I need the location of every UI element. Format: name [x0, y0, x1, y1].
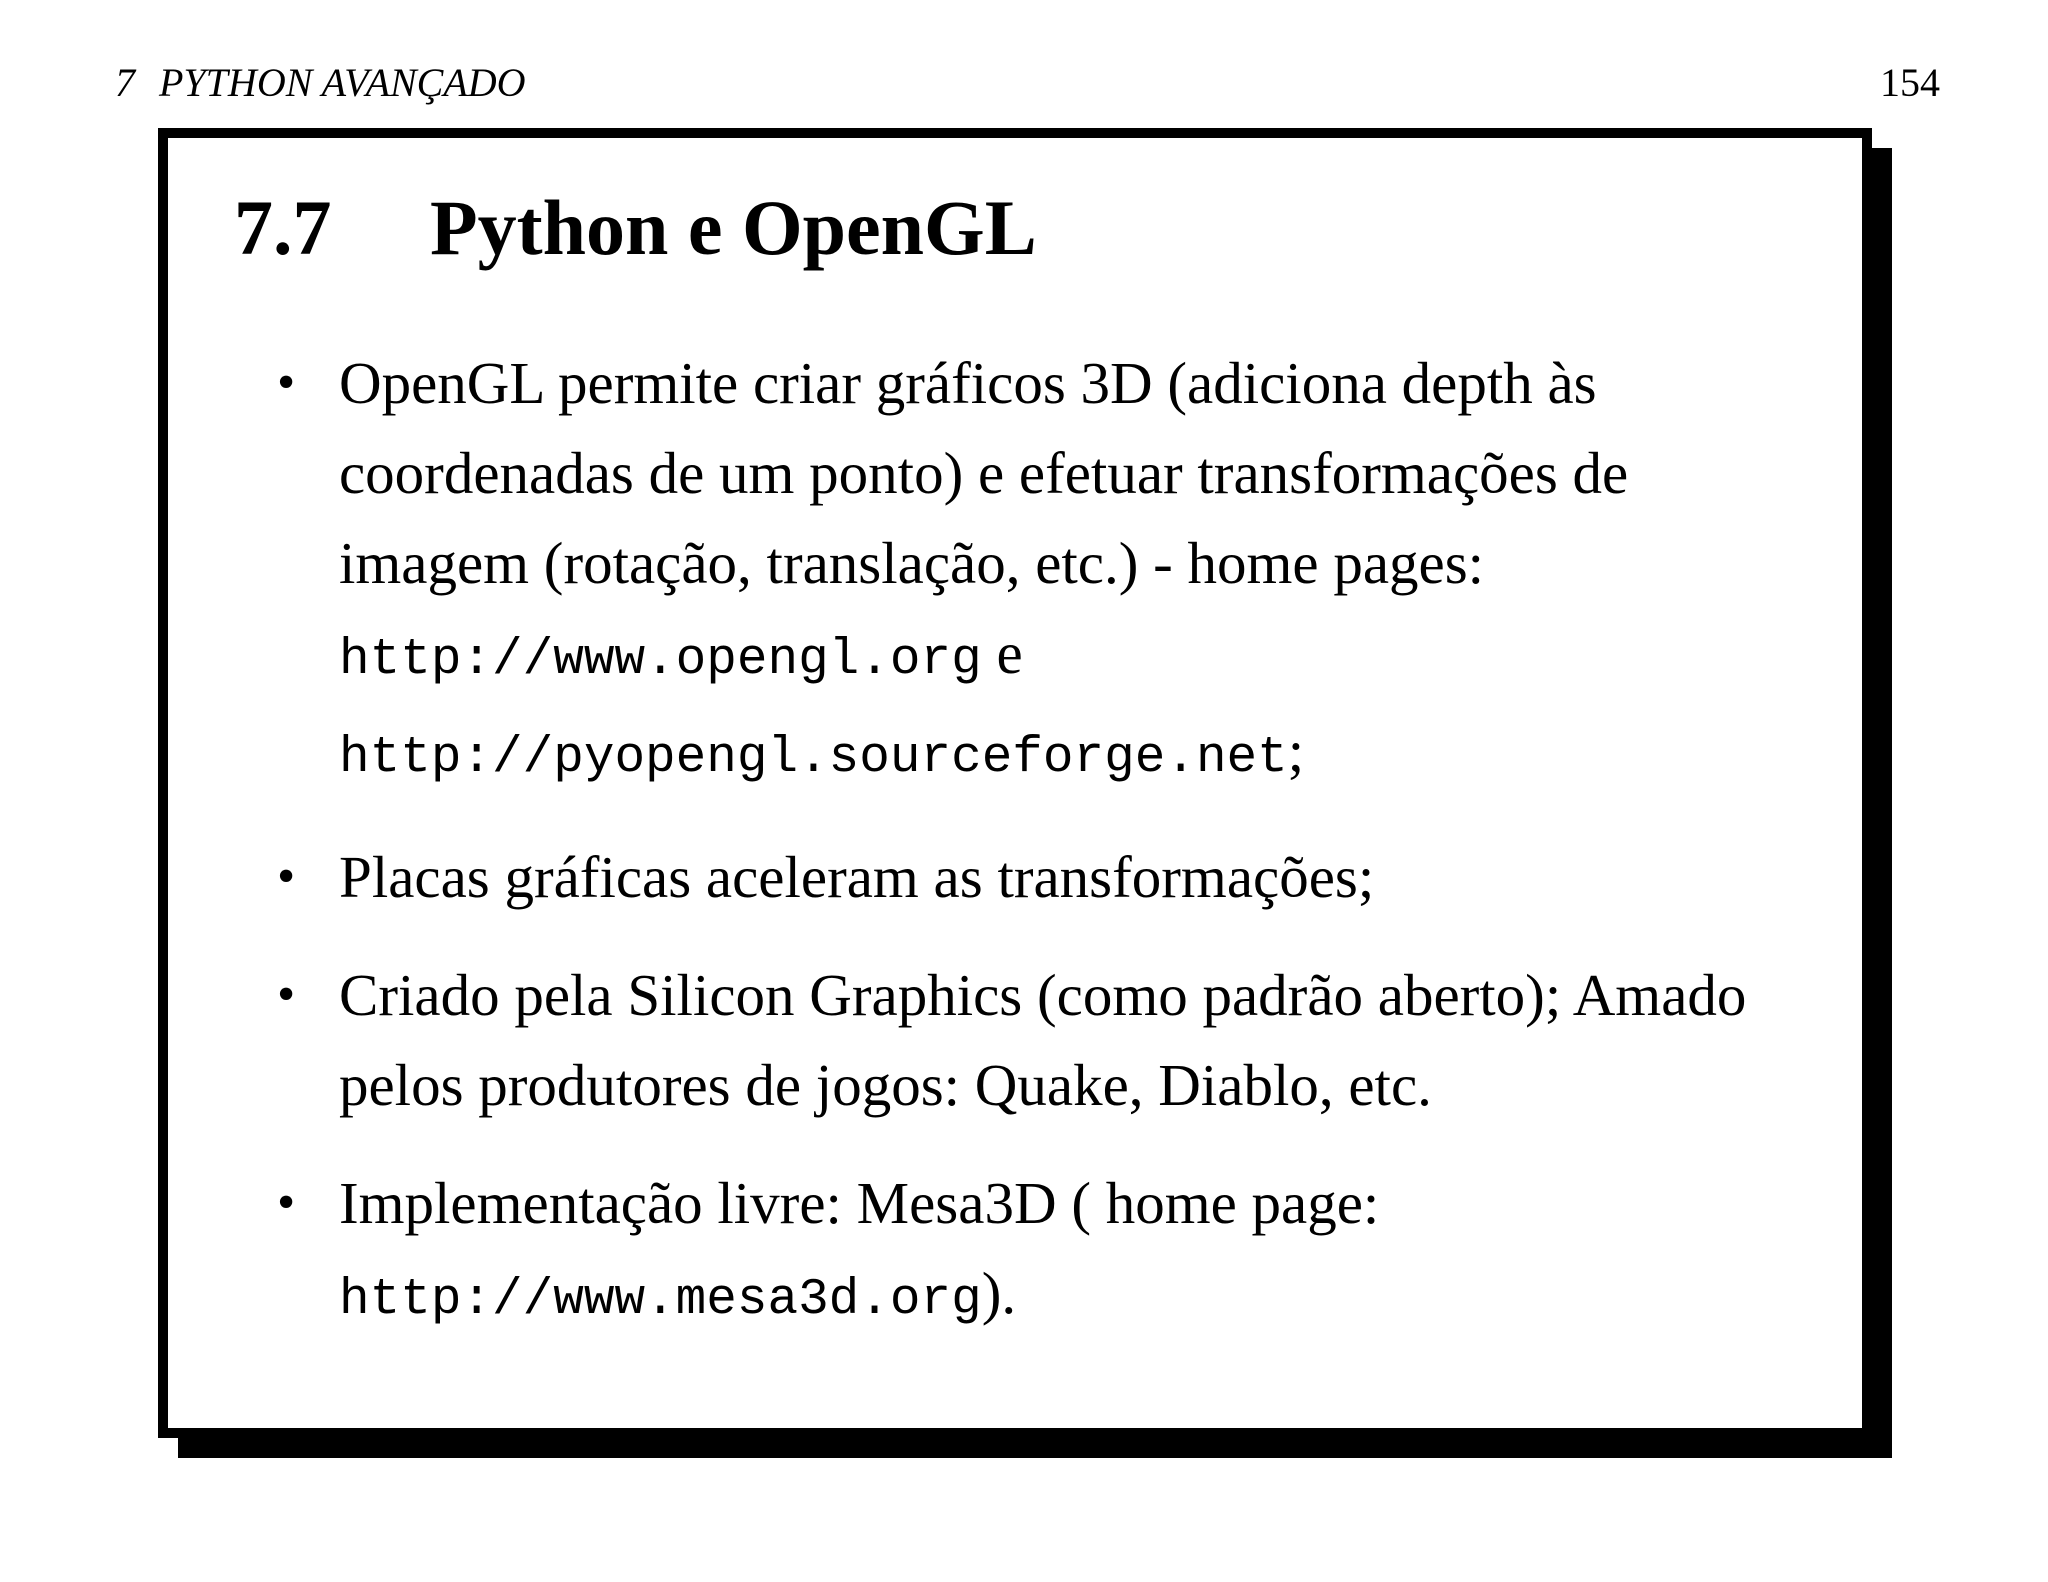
page-number: 154 — [1880, 60, 1940, 105]
chapter-number: 7 — [115, 60, 135, 105]
bullet-end-punct: ; — [1287, 718, 1305, 784]
bullet-marker: • — [277, 966, 296, 1023]
bullet-text: Implementação livre: Mesa3D ( home page: — [339, 1170, 1380, 1236]
bullet-marker: • — [277, 848, 296, 905]
bullet-list — [234, 338, 1794, 1374]
list-item — [234, 338, 1794, 804]
slide-box — [158, 128, 1872, 1438]
section-title — [234, 183, 1037, 273]
bullet-text: OpenGL permite criar gráficos 3D (adiciona depth às coordenadas de um ponto) e efetuar transformações de imagem (rotação, translação, etc.) - home pages: — [339, 350, 1629, 596]
chapter-title: PYTHON AVANÇADO — [159, 60, 526, 105]
bullet-text: Criado pela Silicon Graphics (como padrão aberto); Amado pelos produtores de jogos: Quake, Diablo, etc. — [339, 962, 1747, 1118]
list-item — [234, 832, 1794, 922]
connector-text: e — [996, 620, 1023, 686]
bullet-marker: • — [277, 354, 296, 411]
pyopengl-link[interactable]: http://pyopengl.sourceforge.net — [339, 730, 1288, 787]
opengl-link[interactable]: http://www.opengl.org — [339, 632, 982, 689]
bullet-end-punct: ). — [981, 1260, 1017, 1326]
list-item — [234, 950, 1794, 1130]
list-item — [234, 1158, 1794, 1346]
section-number: 7.7 — [234, 184, 332, 271]
mesa3d-link[interactable]: http://www.mesa3d.org — [339, 1272, 982, 1329]
section-title-text: Python e OpenGL — [430, 184, 1037, 271]
bullet-text: Placas gráficas aceleram as transformações; — [339, 844, 1375, 910]
running-header — [115, 58, 1940, 108]
bullet-marker: • — [277, 1174, 296, 1231]
